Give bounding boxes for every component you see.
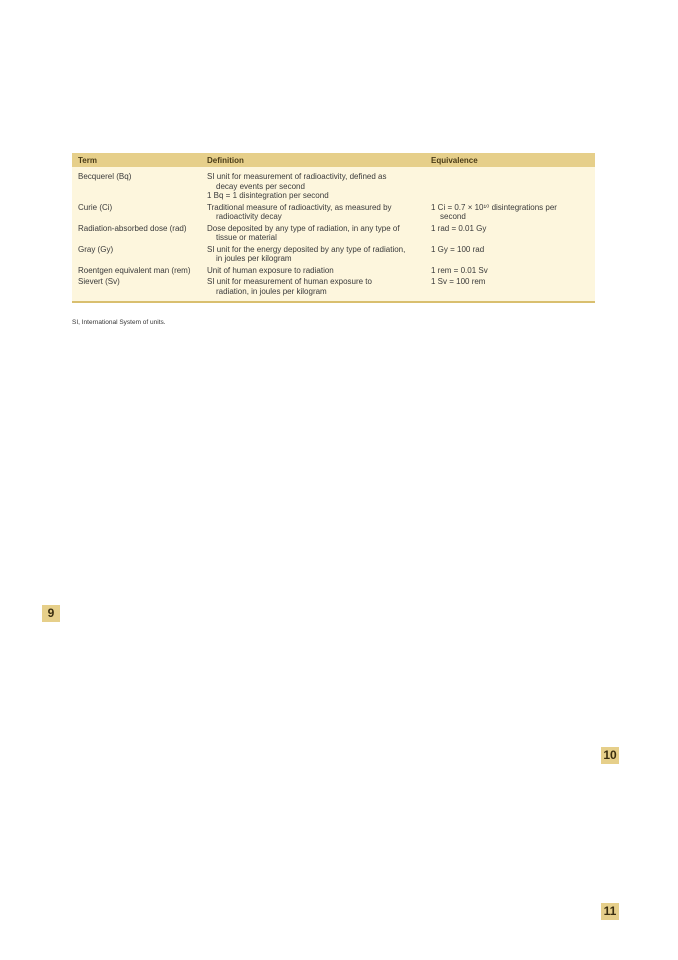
cell-equivalence xyxy=(425,276,595,301)
definition-line: decay events per second xyxy=(216,181,305,191)
definition-line: Dose deposited by any type of radiation, in any type of xyxy=(207,223,400,233)
equivalence-line: second xyxy=(440,212,466,221)
cell-term: Gray (Gy) xyxy=(78,244,114,254)
definition-line: in joules per kilogram xyxy=(216,254,292,263)
cell-definition xyxy=(201,223,425,244)
table-row xyxy=(72,202,595,223)
table-row xyxy=(72,223,595,244)
definition-line: SI unit for the energy deposited by any type of radiation, xyxy=(207,244,406,254)
header-term: Term xyxy=(72,153,201,167)
equivalence-line: 1 Ci = 0.7 × 10¹⁰ disintegrations per xyxy=(431,202,557,212)
definition-line: SI unit for measurement of radioactivity, defined as xyxy=(207,172,387,181)
table-body xyxy=(72,167,595,301)
cell-definition xyxy=(201,276,425,301)
cell-equivalence xyxy=(425,167,595,202)
header-definition: Definition xyxy=(201,153,425,167)
cell-term: Sievert (Sv) xyxy=(78,277,120,286)
cell-equivalence xyxy=(425,244,595,265)
definition-line: radioactivity decay xyxy=(216,212,282,221)
table-row xyxy=(72,265,595,277)
table-bottom-rule xyxy=(72,301,595,303)
cell-definition xyxy=(201,244,425,265)
cell-equivalence xyxy=(425,223,595,244)
header-equivalence: Equivalence xyxy=(425,153,595,167)
cell-definition xyxy=(201,202,425,223)
cell-definition xyxy=(201,167,425,202)
cell-equivalence xyxy=(425,202,595,223)
definition-line: Traditional measure of radioactivity, as measured by xyxy=(207,202,392,212)
table-header-row xyxy=(72,153,595,167)
definition-line: Unit of human exposure to radiation xyxy=(207,265,334,275)
definition-line: radiation, in joules per kilogram xyxy=(216,286,327,296)
definition-line: tissue or material xyxy=(216,233,277,242)
equivalence-line: 1 Sv = 100 rem xyxy=(431,277,486,286)
units-table-container xyxy=(72,153,595,303)
cell-term: Becquerel (Bq) xyxy=(78,172,132,181)
definition-line: 1 Bq = 1 disintegration per second xyxy=(207,191,329,200)
equivalence-line: 1 rad = 0.01 Gy xyxy=(431,223,487,233)
table-footnote: SI, International System of units. xyxy=(72,319,166,326)
cell-equivalence xyxy=(425,265,595,277)
page-number-badge: 11 xyxy=(601,903,619,920)
equivalence-line: 1 rem = 0.01 Sv xyxy=(431,265,488,275)
cell-term: Curie (Ci) xyxy=(78,202,113,212)
table-row xyxy=(72,244,595,265)
page-number-badge: 10 xyxy=(601,747,619,764)
cell-term: Roentgen equivalent man (rem) xyxy=(78,265,191,275)
table-row xyxy=(72,167,595,202)
page-number-badge: 9 xyxy=(42,605,60,622)
cell-term: Radiation-absorbed dose (rad) xyxy=(78,223,187,233)
equivalence-line: 1 Gy = 100 rad xyxy=(431,244,485,254)
table-row xyxy=(72,276,595,301)
definition-line: SI unit for measurement of human exposure to xyxy=(207,277,372,286)
table-header xyxy=(72,153,595,167)
radiation-units-table xyxy=(72,153,595,301)
cell-definition xyxy=(201,265,425,277)
